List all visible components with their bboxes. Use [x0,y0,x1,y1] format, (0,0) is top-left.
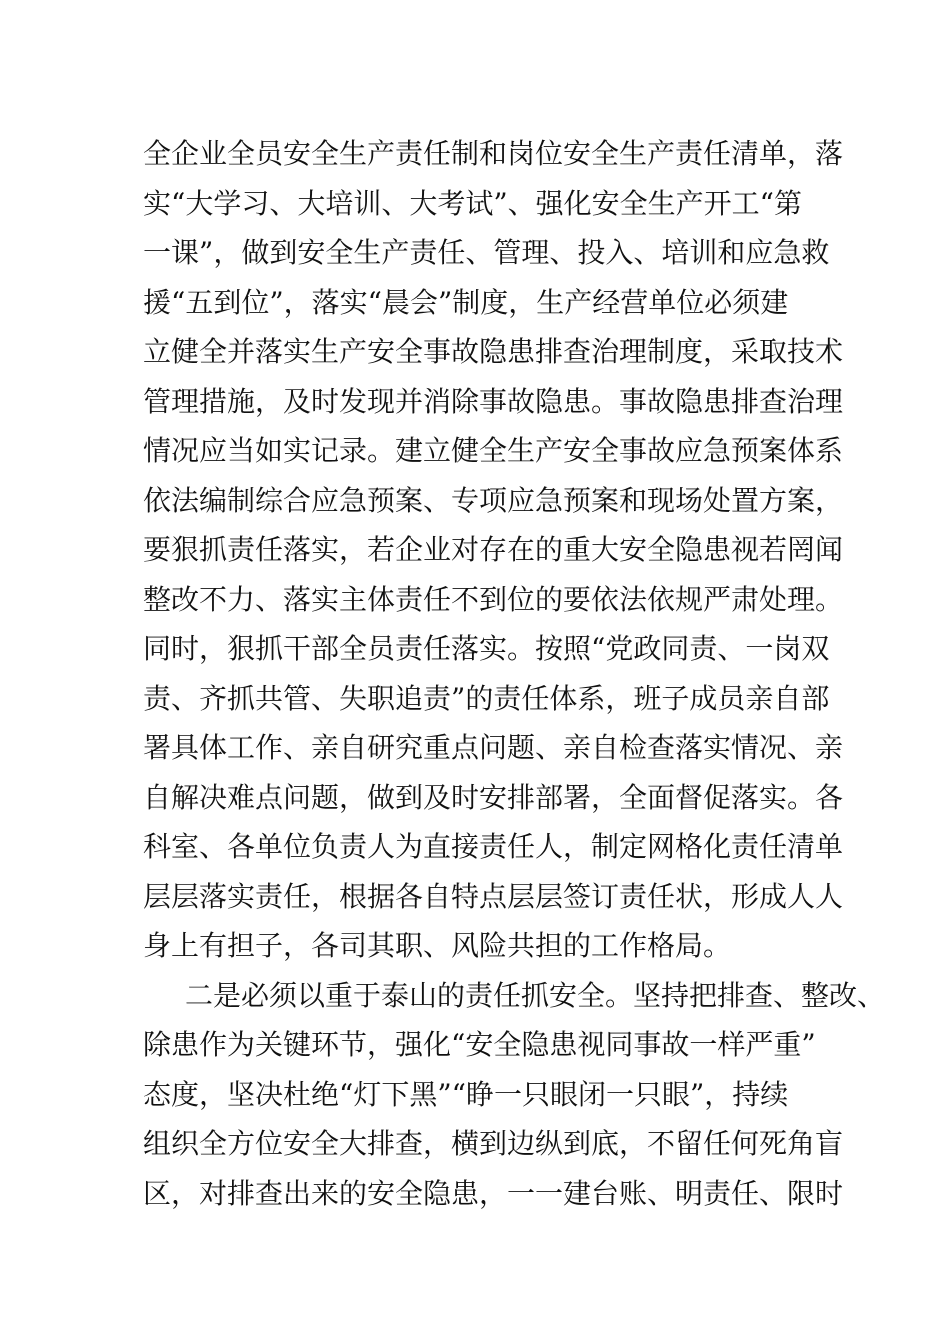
text-line: 身上有担子，各司其职、风险共担的工作格局。 [143,929,732,962]
text-line: 自解决难点问题，做到及时安排部署，全面督促落实。各 [143,780,844,814]
text-line: 依法编制综合应急预案、专项应急预案和现场处置方案， [143,483,844,517]
text-line: 科室、各单位负责人为直接责任人，制定网格化责任清单 [143,830,844,863]
paragraph-start-line: 二是必须以重于泰山的责任抓安全。坚持把排查、整改、 [185,978,886,1012]
text-line: 立健全并落实生产安全事故隐患排查治理制度，采取技术 [143,335,844,368]
text-line: 全企业全员安全生产责任制和岗位安全生产责任清单，落 [143,137,844,170]
text-line: 情况应当如实记录。建立健全生产安全事故应急预案体系 [143,434,844,467]
text-line: 实“大学习、大培训、大考试”、强化安全生产开工“第 [143,186,802,220]
text-line: 同时，狠抓干部全员责任落实。按照“党政同责、一岗双 [143,632,830,665]
text-line: 管理措施，及时发现并消除事故隐患。事故隐患排查治理 [143,384,844,418]
text-line: 一课”，做到安全生产责任、管理、投入、培训和应急救 [143,236,830,269]
text-line: 要狠抓责任落实，若企业对存在的重大安全隐患视若罔闻 [143,533,844,566]
text-line: 除患作为关键环节，强化“安全隐患视同事故一样严重” [143,1028,816,1061]
text-line: 整改不力、落实主体责任不到位的要依法依规严肃处理。 [143,582,844,616]
text-line: 层层落实责任，根据各自特点层层签订责任状，形成人人 [143,879,844,913]
text-line: 组织全方位安全大排查，横到边纵到底，不留任何死角盲 [143,1127,844,1160]
text-line: 态度，坚决杜绝“灯下黑”“睁一只眼闭一只眼”，持续 [143,1077,789,1111]
body-text [143,129,886,1218]
text-line: 区，对排查出来的安全隐患，一一建台账、明责任、限时 [143,1176,844,1210]
text-line: 责、齐抓共管、失职追责”的责任体系，班子成员亲自部 [143,681,830,715]
text-line: 署具体工作、亲自研究重点问题、亲自检查落实情况、亲 [143,731,844,764]
text-line: 援“五到位”，落实“晨会”制度，生产经营单位必须建 [143,285,789,319]
